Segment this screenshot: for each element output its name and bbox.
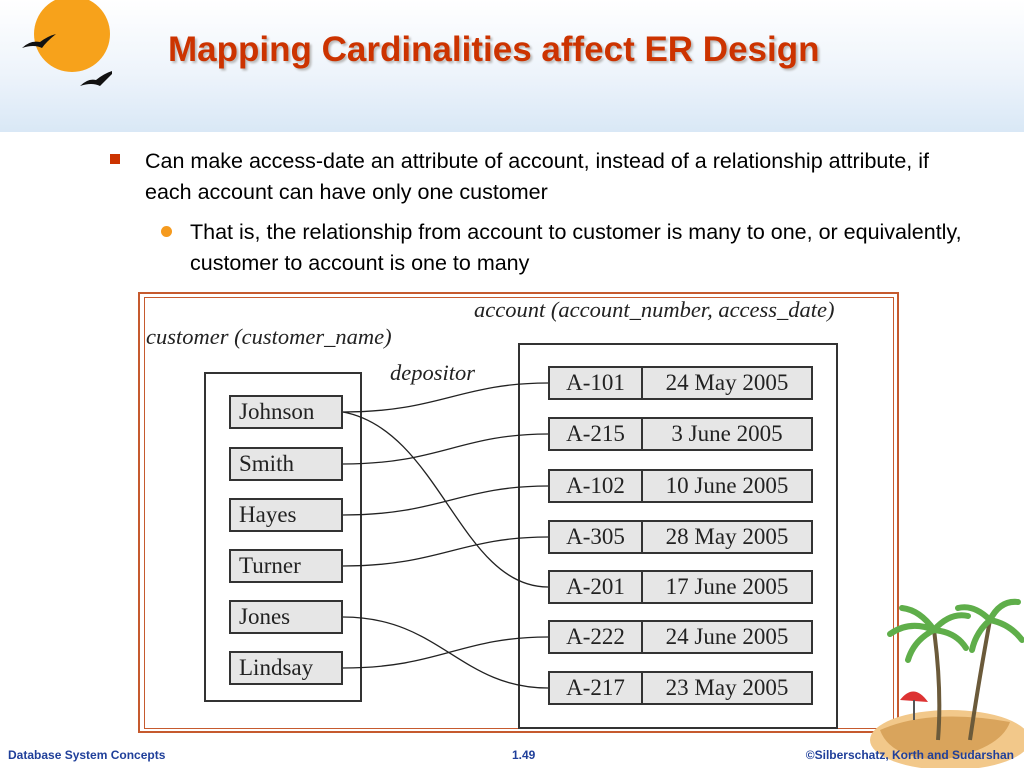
customer-schema-label: customer (customer_name) [146,324,392,349]
depositor-link [343,434,548,464]
access-date: 24 June 2005 [665,624,789,649]
account-number: A-101 [550,368,643,398]
footer-course: Database System Concepts [8,748,166,762]
access-date: 3 June 2005 [671,421,783,446]
account-number: A-215 [550,419,643,449]
bullet-text: Can make access-date an attribute of account, instead of a relationship attribute, if each account can have only one customer [145,149,930,204]
customer-entity: Smith [229,447,343,481]
customer-entity: Hayes [229,498,343,532]
customer-entity: Turner [229,549,343,583]
depositor-link [343,637,548,668]
customer-entity: Jones [229,600,343,634]
access-date: 28 May 2005 [665,524,789,549]
depositor-link [343,537,548,566]
slide-title: Mapping Cardinalities affect ER Design [168,30,820,69]
account-number: A-217 [550,673,643,703]
palm-trees-island-icon [850,590,1024,768]
account-number: A-201 [550,572,643,602]
account-number: A-305 [550,522,643,552]
access-date: 23 May 2005 [665,675,789,700]
access-date: 10 June 2005 [665,473,789,498]
depositor-link [343,383,548,412]
customer-entity: Johnson [229,395,343,429]
account-number: A-222 [550,622,643,652]
footer-page-number: 1.49 [512,748,536,762]
footer-copyright: ©Silberschatz, Korth and Sudarshan [805,748,1014,762]
account-number: A-102 [550,471,643,501]
account-schema-label: account (account_number, access_date) [474,297,835,322]
depositor-link [343,412,548,587]
depositor-link [343,617,548,688]
sub-bullet-text: That is, the relationship from account to customer is many to one, or equivalently, customer to account is one to many [190,220,962,275]
relationship-label: depositor [390,360,476,385]
access-date: 24 May 2005 [665,370,789,395]
customer-entity: Lindsay [229,651,343,685]
access-date: 17 June 2005 [665,574,789,599]
